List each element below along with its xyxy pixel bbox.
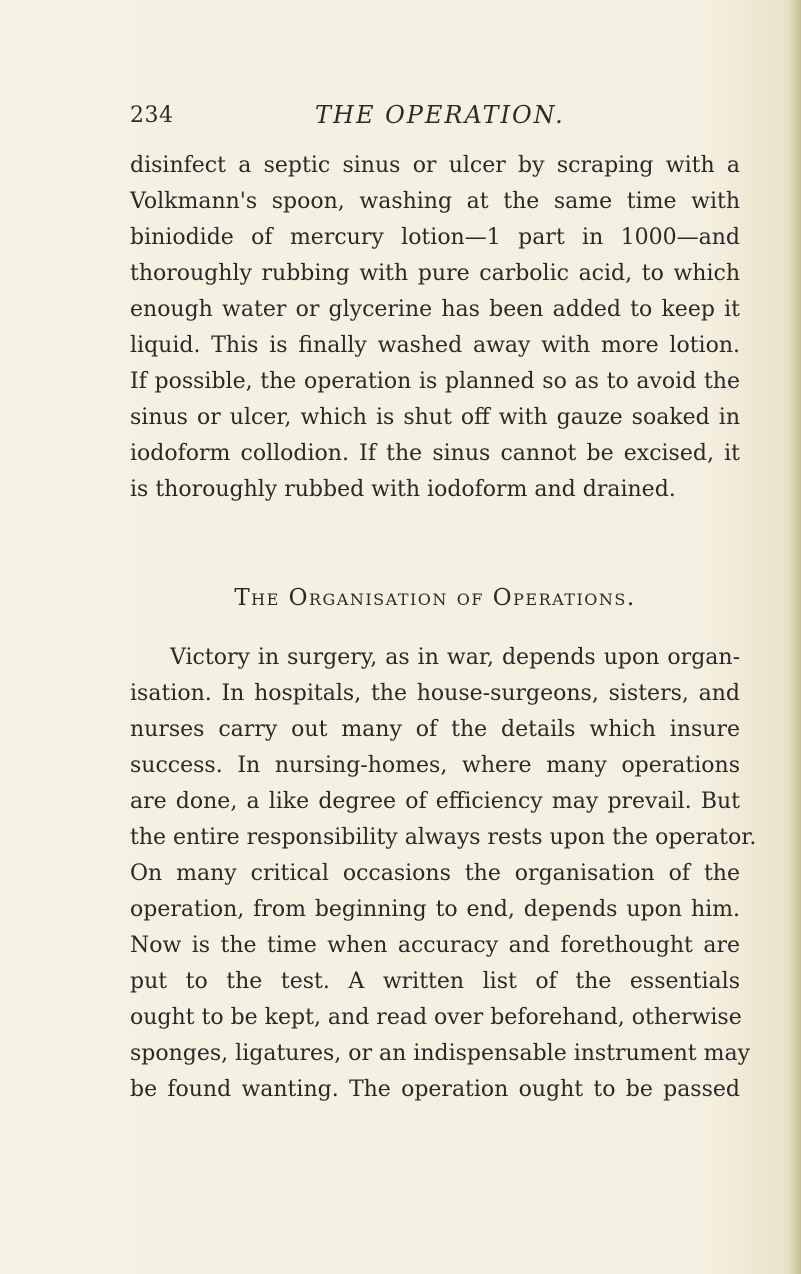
text-line: Victory in surgery, as in war, depends upon organ- bbox=[170, 645, 740, 670]
text-line: success. In nursing-homes, where many operations bbox=[130, 753, 740, 778]
page-edge-shadow bbox=[787, 0, 801, 1274]
text-line: sinus or ulcer, which is shut off with gauze soaked in bbox=[130, 405, 740, 430]
page-number: 234 bbox=[130, 103, 174, 128]
section-heading: The Organisation of Operations. bbox=[234, 585, 636, 611]
running-head: THE OPERATION. bbox=[315, 101, 565, 129]
text-line: enough water or glycerine has been added to keep it bbox=[130, 297, 740, 322]
text-line: are done, a like degree of efficiency may prevail. But bbox=[130, 789, 740, 814]
text-line: liquid. This is finally washed away with more lotion. bbox=[130, 333, 740, 358]
text-line: If possible, the operation is planned so as to avoid the bbox=[130, 369, 740, 394]
text-line: Volkmann's spoon, washing at the same time with bbox=[130, 189, 740, 214]
text-line: the entire responsibility always rests upon the operator. bbox=[130, 825, 757, 850]
text-line: put to the test. A written list of the essentials bbox=[130, 969, 740, 994]
text-line: On many critical occasions the organisation of the bbox=[130, 861, 740, 886]
text-line: disinfect a septic sinus or ulcer by scraping with a bbox=[130, 153, 740, 178]
text-line: sponges, ligatures, or an indispensable instrument may bbox=[130, 1041, 751, 1066]
text-line: be found wanting. The operation ought to be passed bbox=[130, 1077, 740, 1102]
page-header bbox=[130, 103, 690, 143]
paragraph-1 bbox=[130, 148, 740, 508]
text-line: operation, from beginning to end, depends upon him. bbox=[130, 897, 740, 922]
paragraph-2 bbox=[130, 640, 757, 1108]
text-line: Now is the time when accuracy and forethought are bbox=[130, 933, 740, 958]
text-line: iodoform collodion. If the sinus cannot be excised, it bbox=[130, 441, 740, 466]
text-line: thoroughly rubbing with pure carbolic acid, to which bbox=[130, 261, 740, 286]
text-line: isation. In hospitals, the house-surgeons, sisters, and bbox=[130, 681, 740, 706]
text-line: nurses carry out many of the details which insure bbox=[130, 717, 740, 742]
text-line: biniodide of mercury lotion—1 part in 1000—and bbox=[130, 225, 740, 250]
text-line: is thoroughly rubbed with iodoform and drained. bbox=[130, 477, 676, 502]
text-line: ought to be kept, and read over beforehand, otherwise bbox=[130, 1005, 742, 1030]
